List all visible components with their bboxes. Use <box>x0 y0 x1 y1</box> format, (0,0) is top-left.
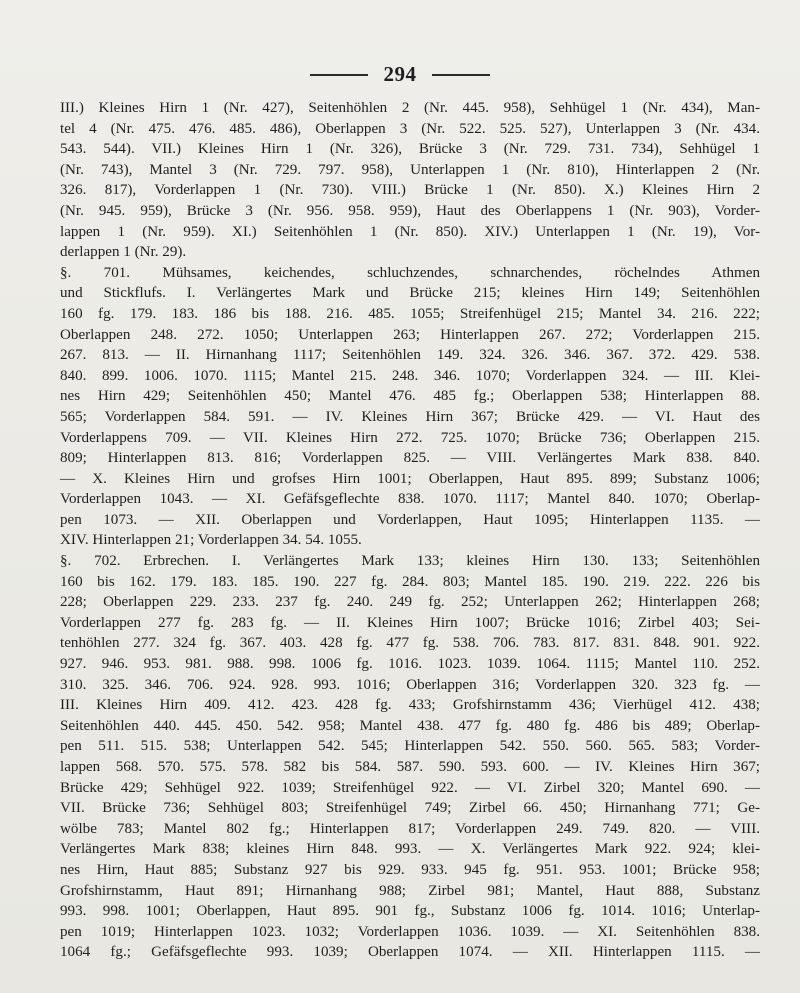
text-line: XIV. Hinterlappen 21; Vorderlappen 34. 54. 1055. <box>60 532 362 549</box>
text-line: — X. Kleines Hirn und grofses Hirn 1001; Oberlappen, Haut 895. 899; Substanz 1006; <box>60 470 760 487</box>
text-line: Brücke 429; Sehhügel 922. 1039; Streifenhügel 922. — VI. Zirbel 320; Mantel 690. — <box>60 779 760 796</box>
page-number: 294 <box>383 62 417 86</box>
text-line: Vorderlappen 277 fg. 283 fg. — II. Kleines Hirn 1007; Brücke 1016; Zirbel 403; Sei- <box>60 614 760 631</box>
text-line: pen 511. 515. 538; Unterlappen 542. 545; Hinterlappen 542. 550. 560. 565. 583; Vorder- <box>60 738 760 755</box>
text-line: lappen 568. 570. 575. 578. 582 bis 584. 587. 590. 593. 600. — IV. Kleines Hirn 367; <box>60 759 760 775</box>
text-line: 160 bis 162. 179. 183. 185. 190. 227 fg. 284. 803; Mantel 185. 190. 219. 222. 226 bis <box>60 573 760 590</box>
text-line: nes Hirn, Haut 885; Substanz 927 bis 929. 933. 945 fg. 951. 953. 1001; Brücke 958; <box>60 861 760 878</box>
text-line: Grofshirnstamm, Haut 891; Hirnanhang 988; Zirbel 981; Mantel, Haut 888, Substanz <box>60 882 760 899</box>
page-header <box>0 62 800 88</box>
text-line: Verlängertes Mark 838; kleines Hirn 848. 993. — X. Verlängertes Mark 922. 924; klei- <box>60 841 760 858</box>
text-line: 228; Oberlappen 229. 233. 237 fg. 240. 249 fg. 252; Unterlappen 262; Hinterlappen 268; <box>60 594 760 611</box>
text-line: pen 1019; Hinterlappen 1023. 1032; Vorderlappen 1036. 1039. — XI. Seitenhöhlen 838. <box>60 923 760 940</box>
text-line: pen 1073. — XII. Oberlappen und Vorderlappen, Haut 1095; Hinterlappen 1135. — <box>60 511 760 528</box>
text-line: III.) Kleines Hirn 1 (Nr. 427), Seitenhöhlen 2 (Nr. 445. 958), Sehhügel 1 (Nr. 434), Man- <box>60 100 760 116</box>
text-line: 565; Vorderlappen 584. 591. — IV. Kleines Hirn 367; Brücke 429. — VI. Haut des <box>60 408 760 425</box>
header-rule-right <box>432 74 490 76</box>
text-line: §. 701. Mühsames, keichendes, schluchzendes, schnarchendes, röchelndes Athmen <box>60 264 760 281</box>
text-line: tel 4 (Nr. 475. 476. 485. 486), Oberlappen 3 (Nr. 522. 525. 527), Unterlappen 3 (Nr. 434. <box>60 120 760 137</box>
text-line: 310. 325. 346. 706. 924. 928. 993. 1016; Oberlappen 316; Vorderlappen 320. 323 fg. — <box>60 676 760 693</box>
text-line: (Nr. 945. 959), Brücke 3 (Nr. 956. 958. 959), Haut des Oberlappens 1 (Nr. 903), Vorder- <box>60 202 760 219</box>
text-line: Vorderlappens 709. — VII. Kleines Hirn 272. 725. 1070; Brücke 736; Oberlappen 215. <box>60 429 760 446</box>
text-line: Oberlappen 248. 272. 1050; Unterlappen 263; Hinterlappen 267. 272; Vorderlappen 215. <box>60 326 760 343</box>
text-line: Vorderlappen 1043. — XI. Gefäfsgeflechte 838. 1070. 1117; Mantel 840. 1070; Oberlap- <box>60 491 760 508</box>
text-line: lappen 1 (Nr. 959). XI.) Seitenhöhlen 1 (Nr. 850). XIV.) Unterlappen 1 (Nr. 19), Vor- <box>60 223 760 240</box>
header-rule-left <box>310 74 368 76</box>
text-line: 840. 899. 1006. 1070. 1115; Mantel 215. 248. 346. 1070; Vorderlappen 324. — III. Klei- <box>60 367 760 384</box>
text-line: 160 fg. 179. 183. 186 bis 188. 216. 485. 1055; Streifenhügel 215; Mantel 34. 216. 222; <box>60 305 760 322</box>
text-line: derlappen 1 (Nr. 29). <box>60 244 187 261</box>
text-line: III. Kleines Hirn 409. 412. 423. 428 fg. 433; Grofshirnstamm 436; Vierhügel 412. 438; <box>60 697 760 714</box>
text-line: §. 702. Erbrechen. I. Verlängertes Mark 133; kleines Hirn 130. 133; Seitenhöhlen <box>60 553 760 570</box>
text-line: Seitenhöhlen 440. 445. 450. 542. 958; Mantel 438. 477 fg. 480 fg. 486 bis 489; Oberlap- <box>60 717 760 734</box>
text-line: nes Hirn 429; Seitenhöhlen 450; Mantel 476. 485 fg.; Oberlappen 538; Hinterlappen 88. <box>60 388 760 405</box>
text-line: (Nr. 743), Mantel 3 (Nr. 729. 797. 958), Unterlappen 1 (Nr. 810), Hinterlappen 2 (Nr. <box>60 161 760 178</box>
text-line: VII. Brücke 736; Sehhügel 803; Streifenhügel 749; Zirbel 66. 450; Hirnanhang 771; Ge- <box>60 800 760 817</box>
text-line: 543. 544). VII.) Kleines Hirn 1 (Nr. 326), Brücke 3 (Nr. 729. 731. 734), Sehhügel 1 <box>60 141 760 158</box>
text-line: 809; Hinterlappen 813. 816; Vorderlappen 825. — VIII. Verlängertes Mark 838. 840. <box>60 450 760 467</box>
text-line: 993. 998. 1001; Oberlappen, Haut 895. 901 fg., Substanz 1006 fg. 1014. 1016; Unterlap- <box>60 903 760 920</box>
text-line: wölbe 783; Mantel 802 fg.; Hinterlappen 817; Vorderlappen 249. 749. 820. — VIII. <box>60 820 760 837</box>
text-line: 267. 813. — II. Hirnanhang 1117; Seitenhöhlen 149. 324. 326. 346. 367. 372. 429. 538. <box>60 347 760 364</box>
text-line: 1064 fg.; Gefäfsgeflechte 993. 1039; Oberlappen 1074. — XII. Hinterlappen 1115. — <box>60 944 760 961</box>
text-line: 927. 946. 953. 981. 988. 998. 1006 fg. 1016. 1023. 1039. 1064. 1115; Mantel 110. 252. <box>60 656 760 673</box>
text-line: und Stickflufs. I. Verlängertes Mark und Brücke 215; kleines Hirn 149; Seitenhöhlen <box>60 285 760 302</box>
text-line: 326. 817), Vorderlappen 1 (Nr. 730). VIII.) Brücke 1 (Nr. 850). X.) Kleines Hirn 2 <box>60 182 760 199</box>
text-line: tenhöhlen 277. 324 fg. 367. 403. 428 fg. 477 fg. 538. 706. 783. 817. 831. 848. 901. 922. <box>60 635 760 652</box>
body-text <box>60 98 760 963</box>
